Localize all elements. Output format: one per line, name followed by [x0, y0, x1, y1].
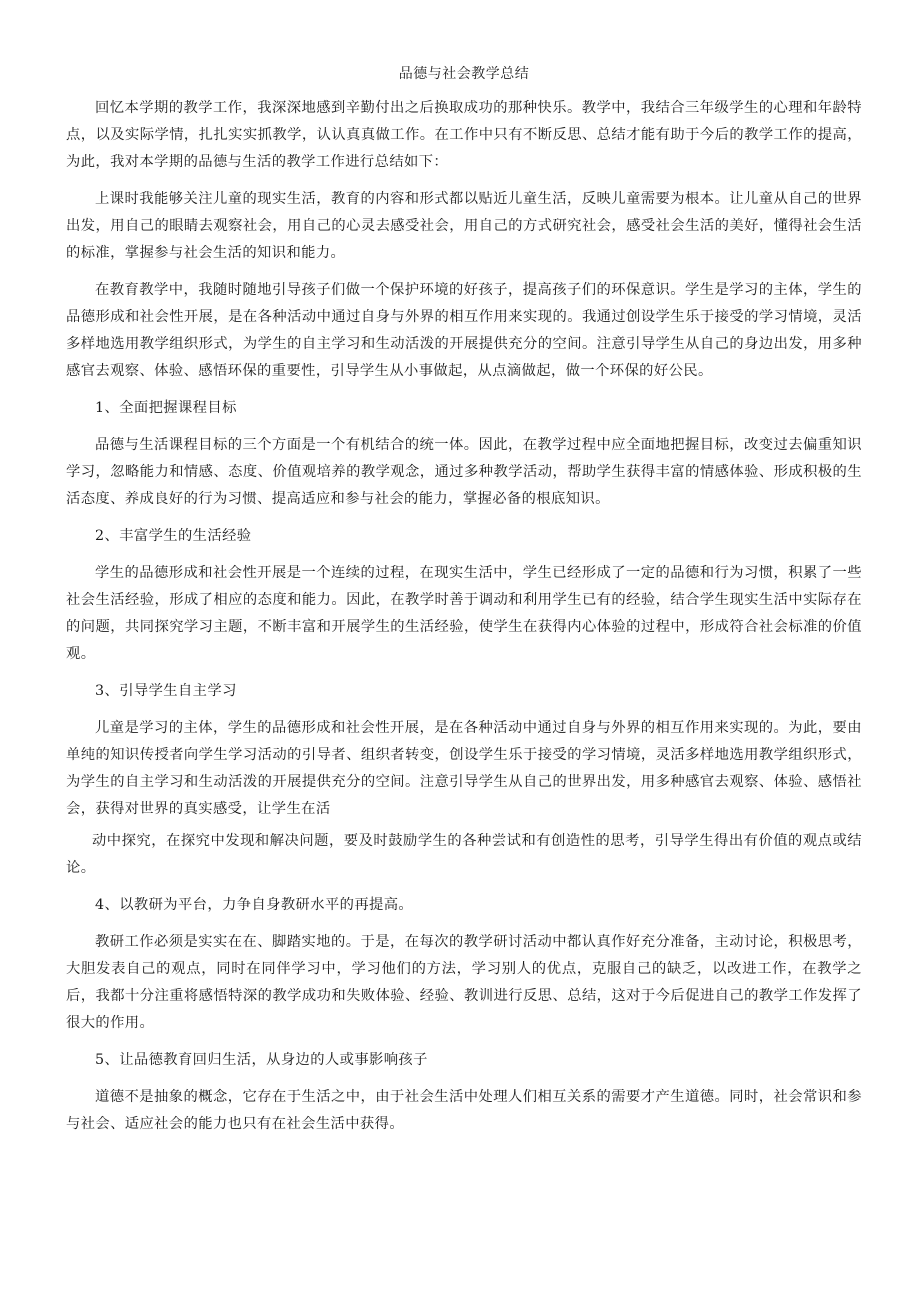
section-heading-5: 5、让品德教育回归生活，从身边的人或事影响孩子 [95, 1052, 428, 1068]
body-paragraph-life: 上课时我能够关注儿童的现实生活，教育的内容和形式都以贴近儿童生活，反映儿童需要为根本。让儿童从自己的世界出发，用自己的眼睛去观察社会，用自己的心灵去感受社会，用自己的方式研究社会，感受社会生活的美好，懂得社会生活的标准，掌握参与社会生活的知识和能力。 [66, 191, 862, 261]
section-paragraph-2: 学生的品德形成和社会性开展是一个连续的过程，在现实生活中，学生已经形成了一定的品德和行为习惯，积累了一些社会生活经验，形成了相应的态度和能力。因此，在教学时善于调动和利用学生已有的经验，结合学生现实生活中实际存在的问题，共同探究学习主题，不断丰富和开展学生的生活经验，使学生在获得内心体验的过程中，形成符合社会标准的价值观。 [66, 565, 862, 662]
section-heading-3: 3、引导学生自主学习 [95, 683, 237, 699]
section-paragraph-1: 品德与生活课程目标的三个方面是一个有机结合的统一体。因此，在教学过程中应全面地把握目标，改变过去偏重知识学习，忽略能力和情感、态度、价值观培养的教学观念，通过多种教学活动，帮助学生获得丰富的情感体验、形成积极的生活态度、养成良好的行为习惯、提高适应和参与社会的能力，掌握必备的根底知识。 [66, 437, 862, 507]
intro-paragraph: 回忆本学期的教学工作，我深深地感到辛勤付出之后换取成功的那种快乐。教学中，我结合三年级学生的心理和年龄特点，以及实际学情，扎扎实实抓教学，认认真真做工作。在工作中只有不断反思、总结才能有助于今后的教学工作的提高，为此，我对本学期的品德与生活的教学工作进行总结如下： [66, 100, 862, 170]
document-title: 品德与社会教学总结 [398, 66, 530, 82]
section-paragraph-4: 教研工作必须是实实在在、脚踏实地的。于是，在每次的教学研讨活动中都认真作好充分准备，主动讨论，积极思考，大胆发表自己的观点，同时在同伴学习中，学习他们的方法，学习别人的优点，克服自己的缺乏，以改进工作，在教学之后，我都十分注重将感悟特深的教学成功和失败体验、经验、教训进行反思、总结，这对于今后促进自己的教学工作发挥了很大的作用。 [66, 934, 862, 1031]
section-heading-4: 4、以教研为平台，力争自身教研水平的再提高。 [95, 897, 414, 913]
section-paragraph-5: 道德不是抽象的概念，它存在于生活之中，由于社会生活中处理人们相互关系的需要才产生道德。同时，社会常识和参与社会、适应社会的能力也只有在社会生活中获得。 [66, 1089, 862, 1132]
section-heading-1: 1、全面把握课程目标 [95, 400, 237, 416]
section-heading-2: 2、丰富学生的生活经验 [95, 528, 252, 544]
section-paragraph-3: 儿童是学习的主体，学生的品德形成和社会性开展，是在各种活动中通过自身与外界的相互作用来实现的。为此，要由单纯的知识传授者向学生学习活动的引导者、组织者转变，创设学生乐于接受的学习情境，灵活多样地选用教学组织形式，为学生的自主学习和生动活泼的开展提供充分的空间。注意引导学生从自己的世界出发，用多种感官去观察、体验、感悟社会，获得对世界的真实感受，让学生在活 [66, 720, 862, 817]
document-page [66, 64, 862, 1148]
section-paragraph-3-continued: 动中探究，在探究中发现和解决问题，要及时鼓励学生的各种尝试和有创造性的思考，引导学生得出有价值的观点或结论。 [66, 833, 862, 876]
body-paragraph-environment: 在教育教学中，我随时随地引导孩子们做一个保护环境的好孩子，提高孩子们的环保意识。学生是学习的主体，学生的品德形成和社会性开展，是在各种活动中通过自身与外界的相互作用来实现的。我通过创设学生乐于接受的学习情境，灵活多样地选用教学组织形式，为学生的自主学习和生动活泼的开展提供充分的空间。注意引导学生从自己的身边出发，用多种感官去观察、体验、感悟环保的重要性，引导学生从小事做起，从点滴做起，做一个环保的好公民。 [66, 282, 862, 379]
